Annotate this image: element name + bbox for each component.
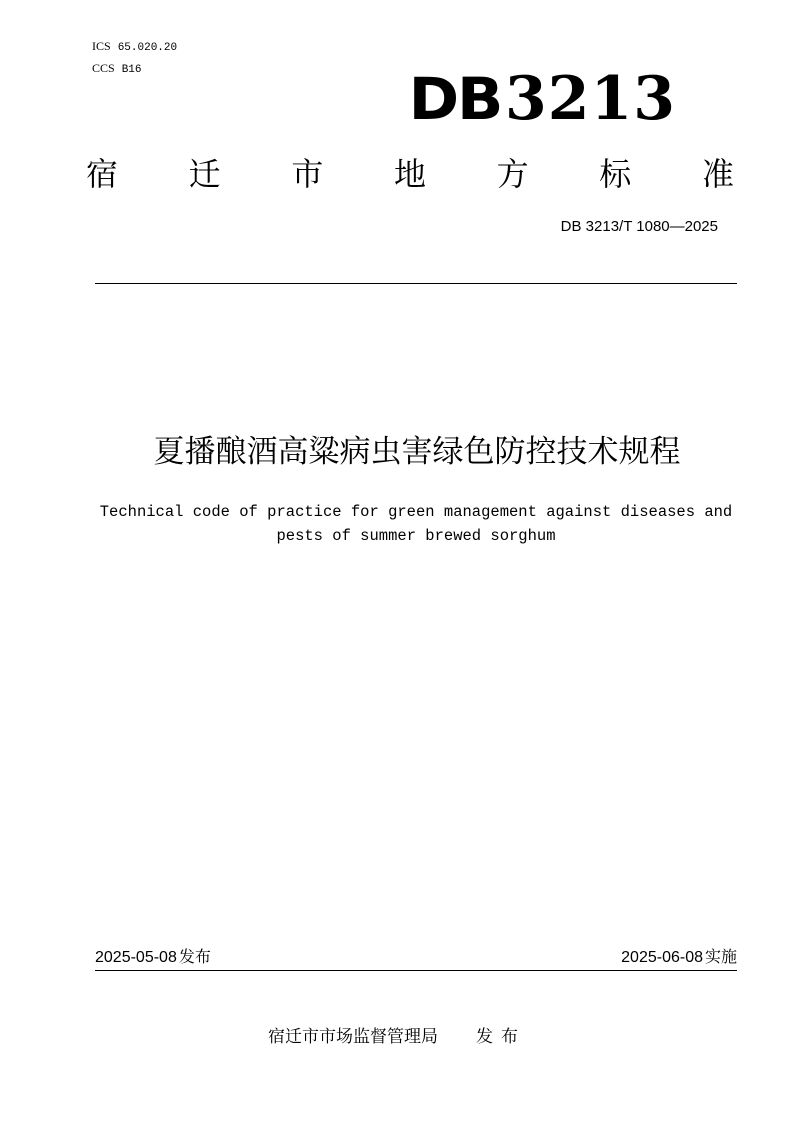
implementation-date-line: [621, 946, 737, 969]
release-date: 2025-05-08: [95, 949, 177, 966]
bottom-divider: [95, 970, 737, 971]
issuing-authority: [0, 1025, 794, 1049]
issuer-name: 宿迁市市场监督管理局: [268, 1027, 438, 1047]
implementation-label: 实施: [704, 947, 737, 966]
standard-logo: [408, 64, 676, 134]
ics-code: 65.020.20: [117, 42, 178, 54]
release-label: 发布: [178, 947, 211, 966]
ics-label: ICS: [92, 39, 111, 53]
logo-number: 3213: [505, 64, 676, 134]
logo-prefix: DB: [408, 65, 501, 133]
issuer-action: 发布: [476, 1027, 526, 1047]
top-divider: [95, 283, 737, 284]
authority-title-char: 方: [496, 155, 529, 193]
ccs-code: B16: [121, 64, 142, 76]
english-title: Technical code of practice for green management against diseases and pests of summer brewed sorghum: [99, 503, 733, 545]
authority-title-char: 准: [701, 155, 734, 193]
release-date-line: [95, 946, 211, 969]
document-number: DB 3213/T 1080—2025: [560, 218, 718, 235]
authority-title-char: 标: [599, 155, 632, 193]
ccs-classification: [92, 61, 142, 77]
authority-title-char: 地: [393, 155, 426, 193]
authority-title-char: 市: [291, 155, 324, 193]
authority-title-char: 宿: [86, 155, 119, 193]
authority-title-char: 迁: [188, 155, 221, 193]
authority-title: [86, 152, 734, 196]
ccs-label: CCS: [92, 61, 115, 75]
implementation-date: 2025-06-08: [621, 949, 703, 966]
chinese-title: 夏播酿酒高粱病虫害绿色防控技术规程: [153, 434, 681, 470]
ics-classification: [92, 39, 177, 55]
